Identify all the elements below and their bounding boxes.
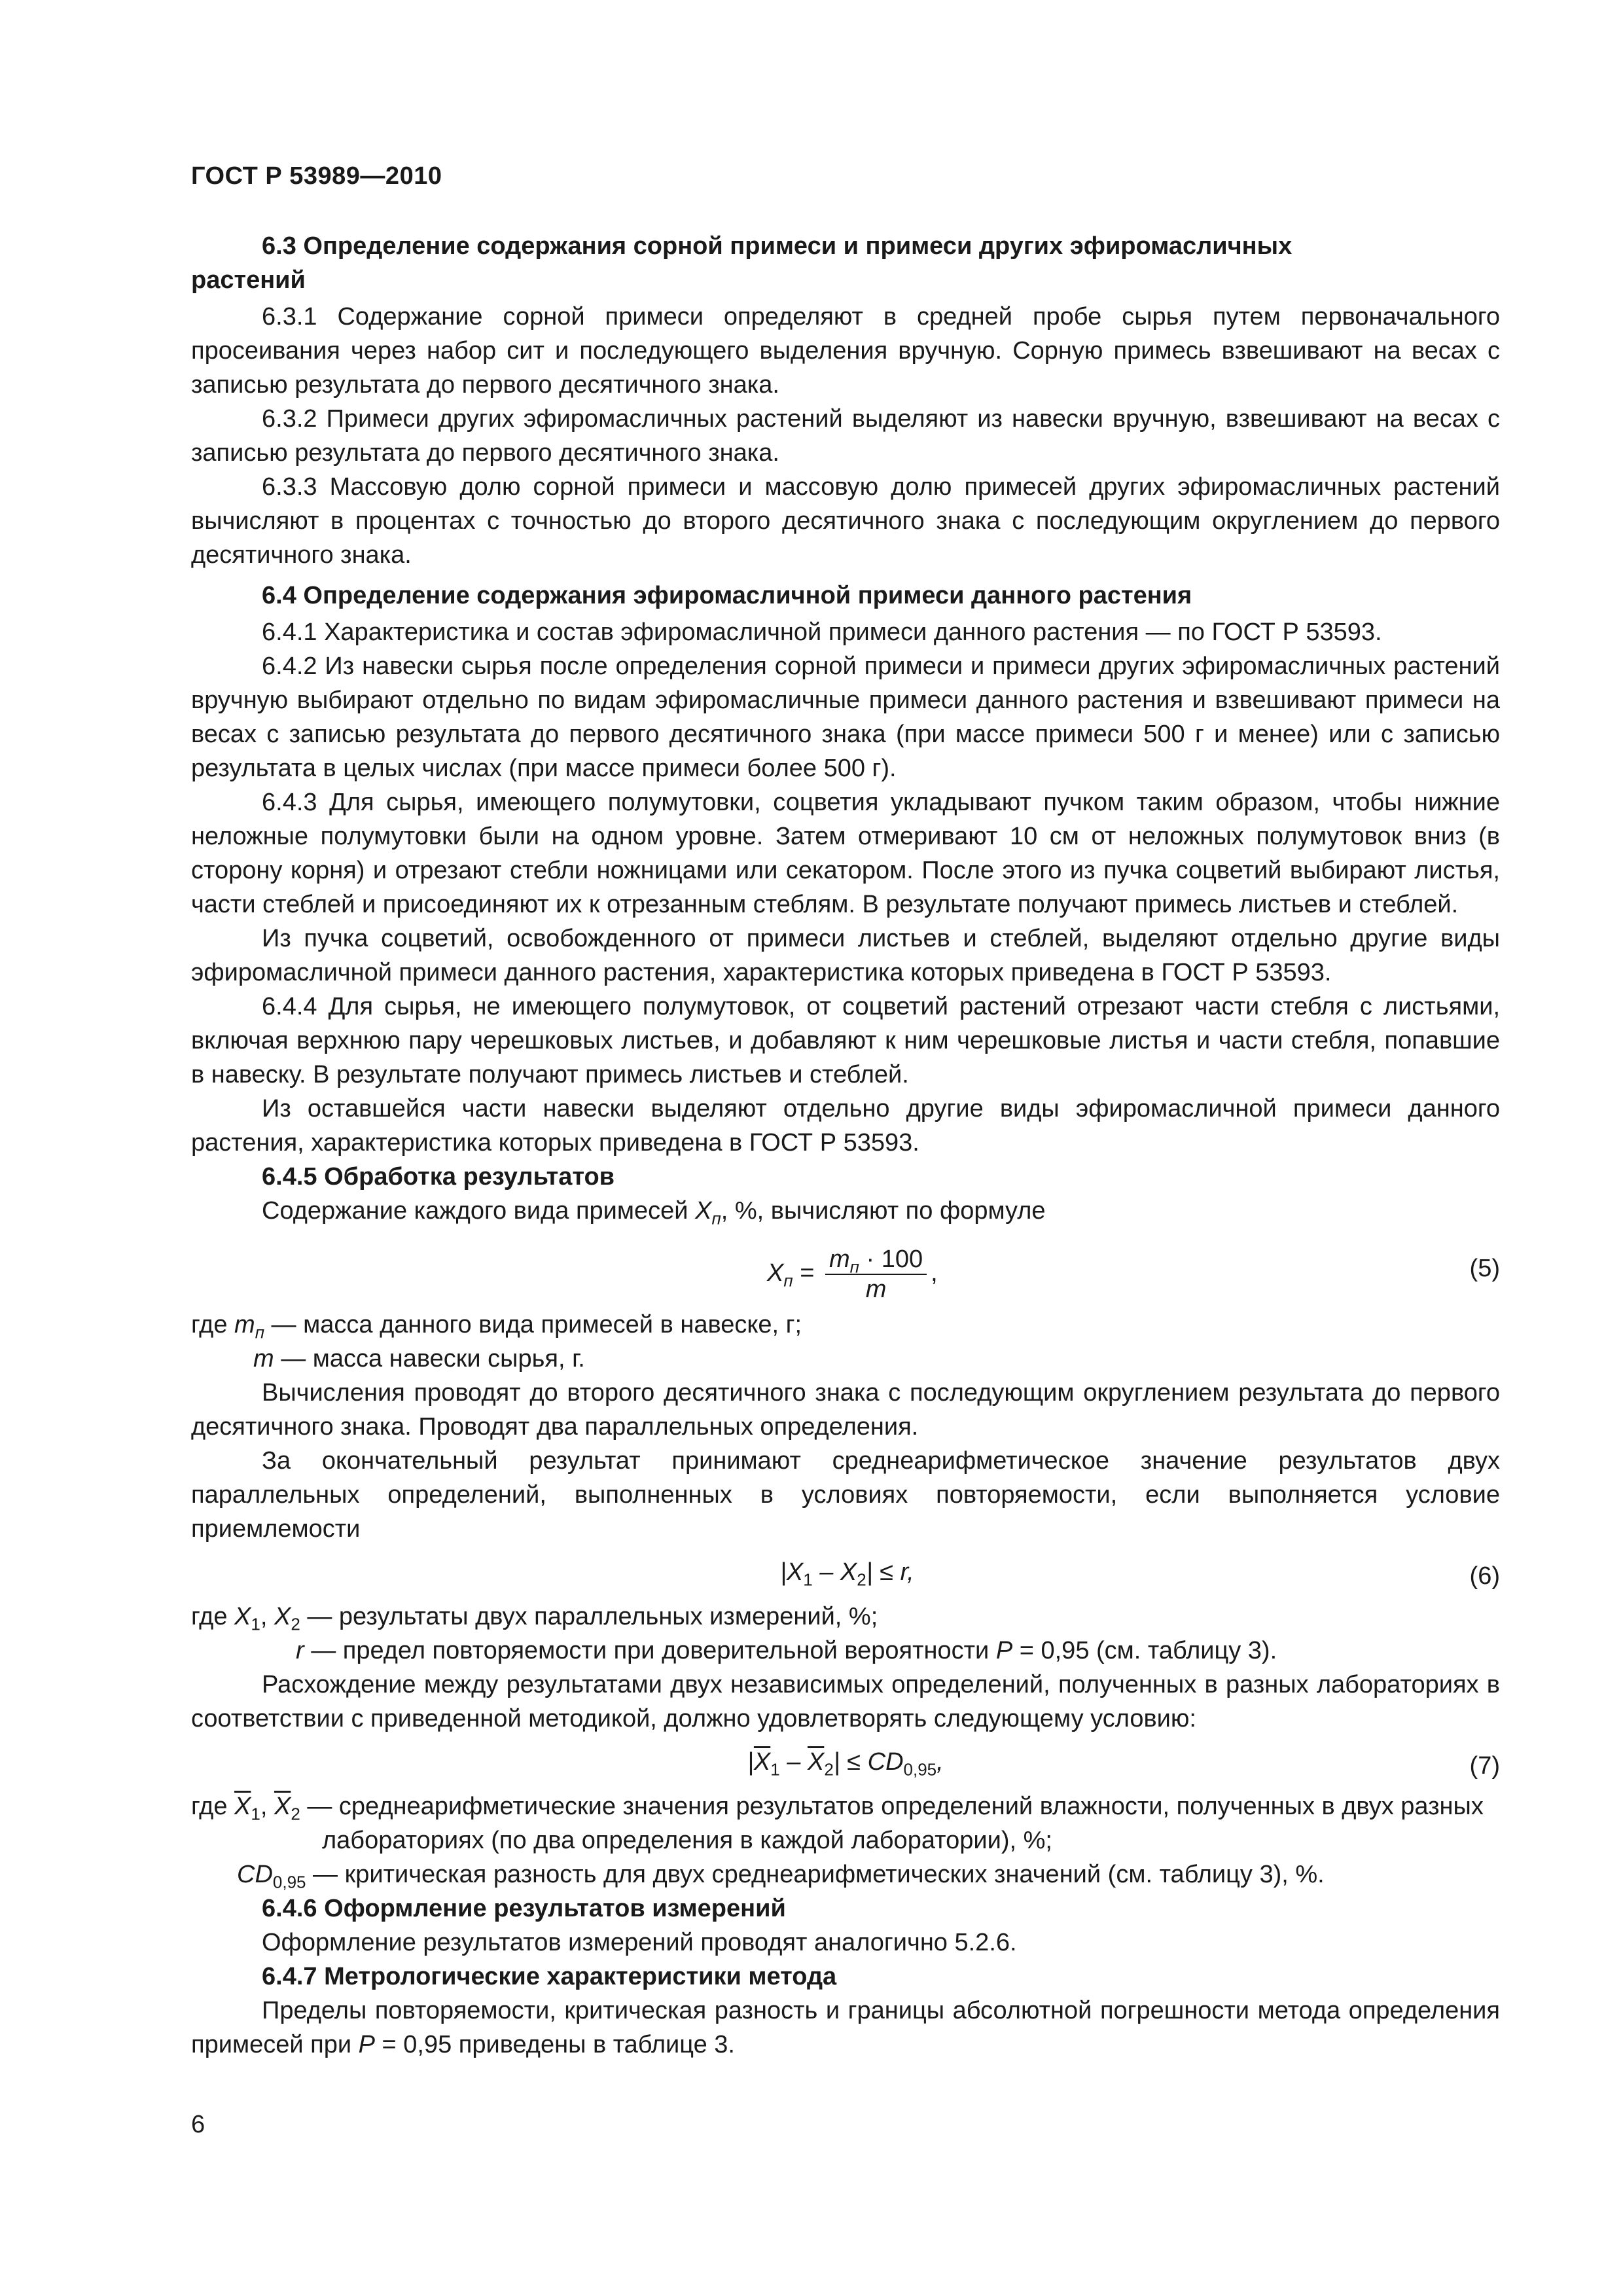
- formula-6-number: (6): [1469, 1562, 1500, 1590]
- formula-7-expression: [747, 1745, 944, 1779]
- w6a-a: где: [191, 1603, 235, 1630]
- where1-var: m: [234, 1311, 255, 1338]
- formula-6-where-2: [191, 1634, 1500, 1668]
- w6b-var: r: [296, 1637, 304, 1664]
- f7-s1: 1: [770, 1759, 780, 1780]
- f5-num: m: [829, 1246, 850, 1273]
- f5-fraction: [825, 1245, 927, 1304]
- f6-a: |X: [780, 1558, 804, 1586]
- f7-a: |: [747, 1748, 754, 1776]
- formula-5: [191, 1232, 1500, 1304]
- formula-7-where-2: [191, 1857, 1500, 1892]
- section-6-4-6-title: 6.4.6 Оформление результатов измерений: [262, 1895, 786, 1922]
- w6a-s2: 2: [291, 1614, 300, 1634]
- w6a-s1: 1: [251, 1614, 260, 1634]
- paragraph-final-result: За окончательный результат принимают среднеарифметическое значение результатов двух параллельных определений, выполненных в условиях повторяемости, если выполняется условие приемлемости: [191, 1447, 1500, 1543]
- f6-c: | ≤ r,: [866, 1558, 914, 1586]
- p647-var: P: [358, 2031, 375, 2058]
- f5-num-sub: п: [849, 1257, 859, 1277]
- f6-b: – X: [812, 1558, 857, 1586]
- w7a-s2: 2: [291, 1804, 300, 1824]
- paragraph-6-3-1: 6.3.1 Содержание сорной примеси определяют в средней пробе сырья путем первоначального просеивания через набор сит и последующего выделения вручную. Сорную примесь взвешивают на весах с записью результата до первого десятичного знака.: [191, 303, 1500, 399]
- f7-sub: 0,95: [903, 1759, 937, 1780]
- section-6-3-title: [191, 229, 1500, 297]
- w6a-b: — результаты двух параллельных измерений, %;: [300, 1603, 878, 1630]
- intro-text-a: Содержание каждого вида примесей: [262, 1197, 696, 1225]
- formula-6-expression: [780, 1555, 914, 1589]
- f7-b: –: [779, 1748, 808, 1776]
- f6-s2: 2: [857, 1570, 866, 1590]
- w6b-p: P: [995, 1637, 1013, 1664]
- where1-sub: п: [255, 1322, 264, 1342]
- formula-5-number: (5): [1469, 1255, 1500, 1282]
- w7a-x1: $\overline{X}$: [234, 1793, 251, 1820]
- w7b-sub: 0,95: [272, 1872, 306, 1892]
- paragraph-6-4-6: Оформление результатов измерений проводят аналогично 5.2.6.: [262, 1929, 1017, 1956]
- f5-denominator: m: [865, 1276, 887, 1303]
- f5-lhs-sub: п: [783, 1270, 793, 1291]
- where2-var: m: [253, 1345, 274, 1372]
- p647-b: = 0,95 приведены в таблице 3.: [374, 2031, 735, 2058]
- paragraph-6-4-2: 6.4.2 Из навески сырья после определения сорной примеси и примеси других эфиромасличных растений вручную выбирают отдельно по видам эфиромасличные примеси данного растения и взвешивают примеси на весах с записью результата до первого десятичного знака (при массе примеси 500 г и менее) или с записью результата в целых числах (при массе примеси более 500 г).: [191, 653, 1500, 782]
- f7-d: ,: [936, 1748, 944, 1776]
- f5-lhs: X: [767, 1259, 784, 1287]
- f5-eq: =: [793, 1259, 821, 1287]
- where1-b: — масса данного вида примесей в навеске, г;: [264, 1311, 802, 1338]
- w7a-x2: $\overline{X}$: [274, 1793, 291, 1820]
- w6b-a: — предел повторяемости при доверительной вероятности: [304, 1637, 996, 1664]
- formula-7-number: (7): [1469, 1752, 1500, 1780]
- w7a-b: — среднеарифметические значения результатов определений влажности, полученных в двух разных лабораториях (по два определения в каждой лаборатории), %;: [300, 1793, 1484, 1854]
- section-6-4-7-title: 6.4.7 Метрологические характеристики метода: [262, 1963, 837, 1990]
- p647-a: Пределы повторяемости, критическая разность и границы абсолютной погрешности метода определения примесей при: [191, 1997, 1500, 2058]
- paragraph-6-4-3-cont: Из пучка соцветий, освобожденного от примеси листьев и стеблей, выделяют отдельно другие виды эфиромасличной примеси данного растения, характеристика которых приведена в ГОСТ Р 53593.: [191, 925, 1500, 986]
- paragraph-diff: Расхождение между результатами двух независимых определений, полученных в разных лабораториях в соответствии с приведенной методикой, должно удовлетворять следующему условию:: [191, 1671, 1500, 1732]
- f7-c: | ≤ CD: [833, 1748, 904, 1776]
- w6a-x1: X: [234, 1603, 251, 1630]
- paragraph-6-4-3: 6.4.3 Для сырья, имеющего полумутовки, соцветия укладывают пучком таким образом, чтобы нижние неложные полумутовки были на одном уровне. Затем отмеривают 10 см от неложных полумутовок вниз (в сторону корня) и отрезают стебли ножницами или секатором. После этого из пучка соцветий выбирают листья, части стеблей и присоединяют их к отрезанным стеблям. В результате получают примесь листьев и стеблей.: [191, 789, 1500, 918]
- f7-s2: 2: [824, 1759, 834, 1780]
- w7a-a: где: [191, 1793, 235, 1820]
- formula-5-where-2: [191, 1342, 1500, 1376]
- paragraph-6-4-4-cont: Из оставшейся части навески выделяют отдельно другие виды эфиромасличной примеси данного растения, характеристика которых приведена в ГОСТ Р 53593.: [191, 1095, 1500, 1157]
- formula-6-where-1: [191, 1600, 1500, 1634]
- formula-6: [191, 1550, 1500, 1596]
- where1-a: где: [191, 1311, 235, 1338]
- document-header: ГОСТ Р 53989—2010: [191, 162, 442, 190]
- f5-numerator: [825, 1245, 927, 1275]
- formula-5-intro: [191, 1194, 1500, 1228]
- formula-7: [191, 1740, 1500, 1785]
- formula-7-where-1: [191, 1789, 1500, 1857]
- paragraph-6-3-2: 6.3.2 Примеси других эфиромасличных растений выделяют из навески вручную, взвешивают на весах с записью результата до первого десятичного знака.: [191, 405, 1500, 467]
- w6a-x2: X: [274, 1603, 291, 1630]
- paragraph-6-4-1: 6.4.1 Характеристика и состав эфиромасличной примеси данного растения — по ГОСТ Р 53593.: [262, 619, 1382, 646]
- f5-tail: ,: [931, 1259, 938, 1287]
- w6a-comma: ,: [260, 1603, 274, 1630]
- f5-num-rest: · 100: [859, 1246, 923, 1273]
- section-6-4-5-title: 6.4.5 Обработка результатов: [262, 1163, 615, 1191]
- where2-b: — масса навески сырья, г.: [274, 1345, 585, 1372]
- intro-text-b: , %, вычисляют по формуле: [721, 1197, 1046, 1225]
- w7b-b: — критическая разность для двух среднеарифметических значений (см. таблицу 3), %.: [306, 1861, 1325, 1888]
- paragraph-6-4-7: [191, 1994, 1500, 2062]
- formula-5-expression: [767, 1245, 938, 1304]
- intro-var: X: [695, 1197, 712, 1225]
- section-6-3-title-line2: растений: [191, 266, 306, 294]
- page-content: [191, 223, 1500, 2062]
- section-6-3-title-line1: 6.3 Определение содержания сорной примеси и примеси других эфиромасличных: [262, 232, 1293, 260]
- formula-5-where-1: [191, 1308, 1500, 1342]
- f6-s1: 1: [803, 1570, 813, 1590]
- w7a-comma: ,: [260, 1793, 274, 1820]
- w7b-var: CD: [237, 1861, 273, 1888]
- w6b-b: = 0,95 (см. таблицу 3).: [1012, 1637, 1277, 1664]
- f7-x2: $\overline{X}$: [807, 1748, 825, 1776]
- w7a-s1: 1: [251, 1804, 260, 1824]
- paragraph-6-4-4: 6.4.4 Для сырья, не имеющего полумутовок, от соцветий растений отрезают части стебля с листьями, включая верхнюю пару черешковых листьев, и добавляют к ним черешковые листья и части стебля, попавшие в навеску. В результате получают примесь листьев и стеблей.: [191, 993, 1500, 1088]
- page-number: 6: [191, 2111, 205, 2138]
- paragraph-6-3-3: 6.3.3 Массовую долю сорной примеси и массовую долю примесей других эфиромасличных растений вычисляют в процентах с точностью до второго десятичного знака с последующим округлением до первого десятичного знака.: [191, 473, 1500, 569]
- section-6-4-title: 6.4 Определение содержания эфиромасличной примеси данного растения: [262, 582, 1192, 609]
- intro-sub: п: [711, 1208, 721, 1229]
- f7-x1: $\overline{X}$: [753, 1748, 771, 1776]
- paragraph-calc: Вычисления проводят до второго десятичного знака с последующим округлением результата до первого десятичного знака. Проводят два параллельных определения.: [191, 1379, 1500, 1441]
